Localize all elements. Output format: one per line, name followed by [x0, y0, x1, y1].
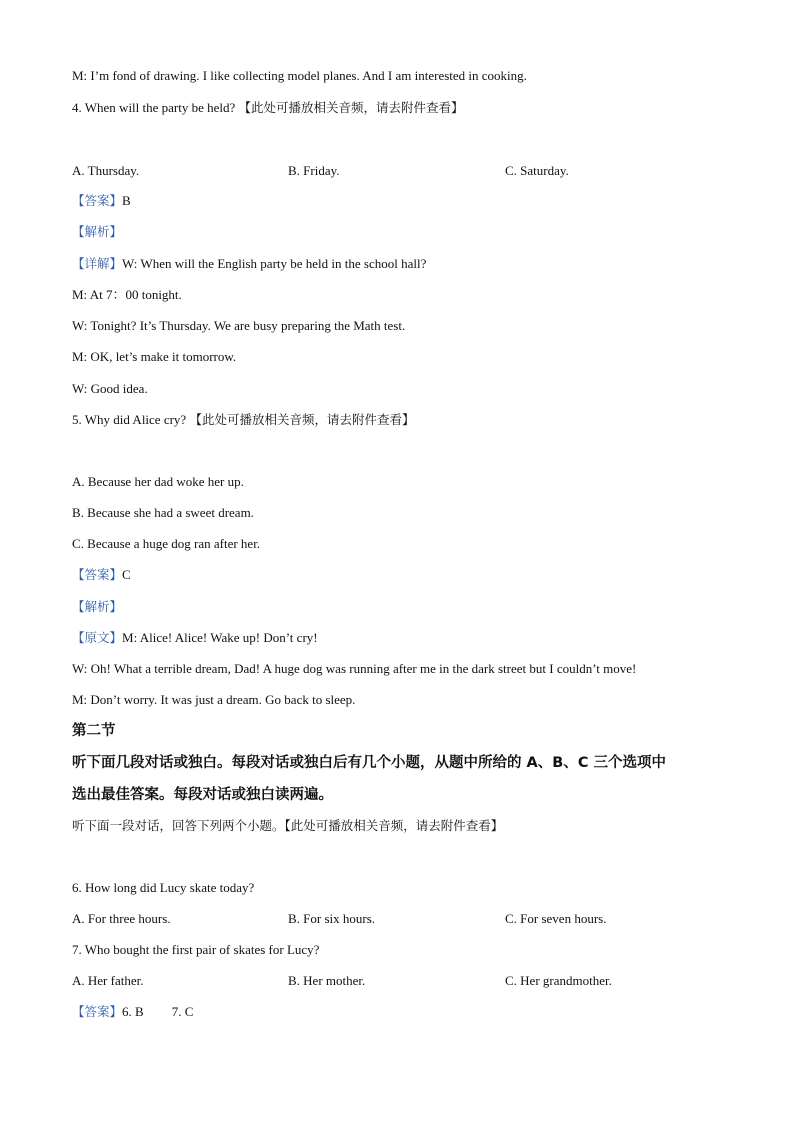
question-7: 7. Who bought the first pair of skates for Lucy? [72, 942, 320, 957]
answer-tag: 【答案】 [72, 193, 123, 208]
question-text: 4. When will the party be held? [72, 100, 236, 115]
instructions-line: 听下面几段对话或独白。每段对话或独白后有几个小题，从题中所给的 A、B、C 三个选项中 [72, 755, 667, 771]
option-a: A. Her father. [72, 973, 144, 988]
dialogue-line: M: OK, let’s make it tomorrow. [72, 349, 237, 364]
analysis-tag: 【解析】 [72, 224, 123, 239]
option-c: C. For seven hours. [505, 911, 607, 926]
question-4 [72, 99, 464, 117]
option-b: B. Friday. [288, 163, 340, 178]
analysis-tag: 【解析】 [72, 599, 123, 614]
listen-text: 听下面一段对话，回答下列两个小题。 [72, 818, 285, 833]
instructions-line: 选出最佳答案。每段对话或独白读两遍。 [72, 787, 333, 803]
analysis-line [72, 223, 122, 241]
option-b: B. Her mother. [288, 973, 366, 988]
answer-value: 6. B [122, 1004, 144, 1019]
detail-tag: 【详解】 [72, 256, 123, 271]
option-c: C. Saturday. [505, 163, 569, 178]
audio-note: 【此处可播放相关音频，请去附件查看】 [189, 412, 415, 427]
detail-text: W: When will the English party be held in the school hall? [122, 256, 427, 271]
answer-tag: 【答案】 [72, 1004, 123, 1019]
option-c: C. Because a huge dog ran after her. [72, 536, 261, 551]
question-6: 6. How long did Lucy skate today? [72, 880, 255, 895]
analysis-line [72, 598, 122, 616]
section-heading: 第二节 [72, 723, 116, 739]
dialogue-line: W: Good idea. [72, 381, 148, 396]
original-tag: 【原文】 [72, 630, 123, 645]
detail-line [72, 255, 426, 273]
answer-line [72, 192, 131, 210]
answer-value: B [122, 193, 131, 208]
original-line [72, 629, 318, 647]
listen-instruction [72, 817, 503, 835]
option-a: A. Thursday. [72, 163, 140, 178]
option-b: B. For six hours. [288, 911, 376, 926]
audio-note: 【此处可播放相关音频，请去附件查看】 [284, 818, 504, 833]
dialogue-line: W: Oh! What a terrible dream, Dad! A huge dog was running after me in the dark street but I couldn’t move! [72, 661, 637, 676]
option-a: A. For three hours. [72, 911, 171, 926]
original-text: M: Alice! Alice! Wake up! Don’t cry! [122, 630, 318, 645]
dialogue-line: M: Don’t worry. It was just a dream. Go back to sleep. [72, 692, 356, 707]
dialogue-line: M: I’m fond of drawing. I like collecting model planes. And I am interested in cooking. [72, 68, 527, 83]
answer-value: C [122, 567, 131, 582]
answer-tag: 【答案】 [72, 567, 123, 582]
answer-value: 7. C [171, 1004, 194, 1019]
option-c: C. Her grandmother. [505, 973, 612, 988]
answer-line [72, 1003, 193, 1021]
dialogue-line: M: At 7：00 tonight. [72, 287, 182, 302]
option-a: A. Because her dad woke her up. [72, 474, 244, 489]
audio-note: 【此处可播放相关音频，请去附件查看】 [238, 100, 464, 115]
question-5 [72, 411, 414, 429]
dialogue-line: W: Tonight? It’s Thursday. We are busy preparing the Math test. [72, 318, 406, 333]
question-text: 5. Why did Alice cry? [72, 412, 187, 427]
answer-line [72, 566, 131, 584]
option-b: B. Because she had a sweet dream. [72, 505, 254, 520]
